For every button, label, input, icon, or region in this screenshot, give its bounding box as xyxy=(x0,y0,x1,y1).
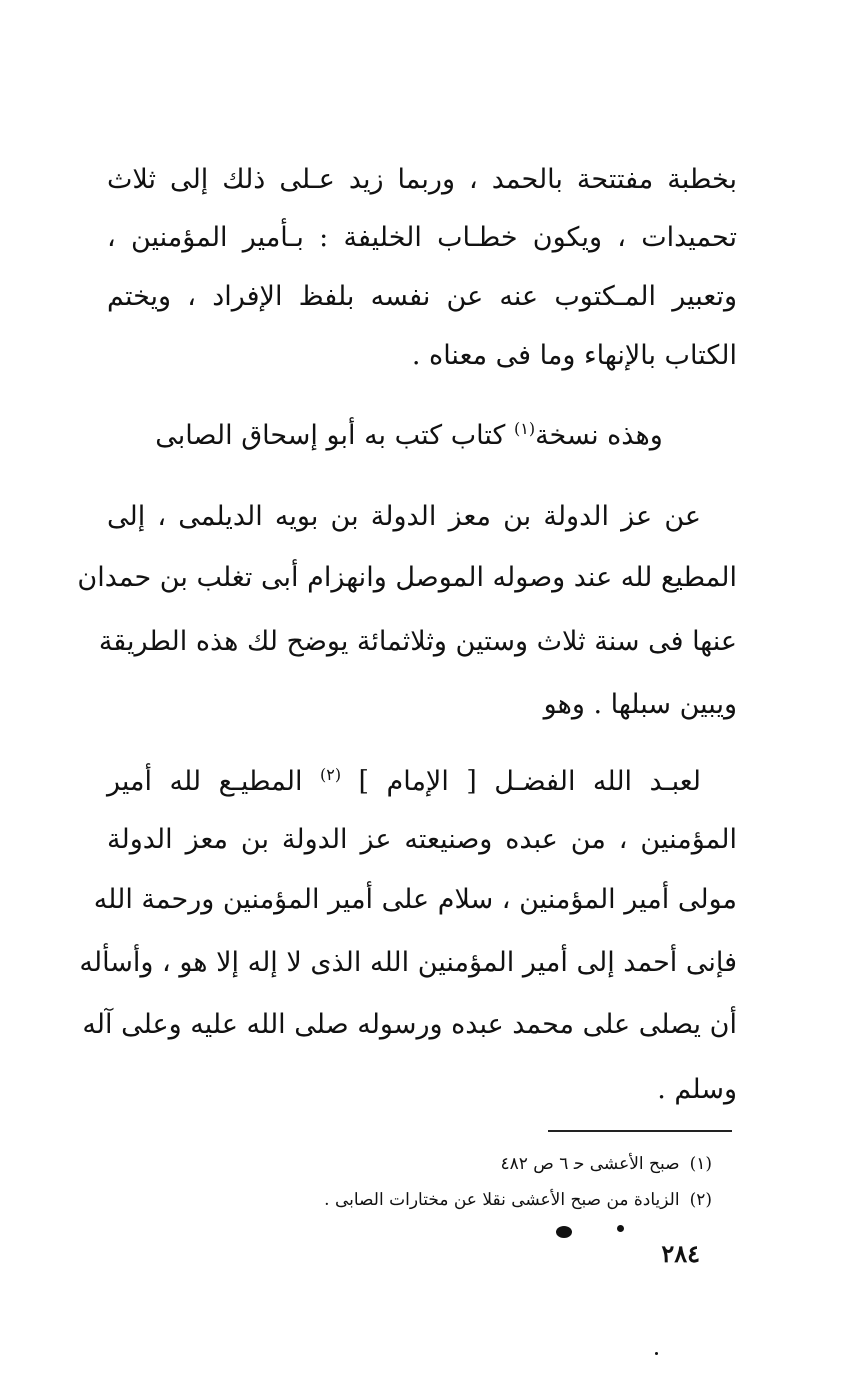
heading-footnote-ref: (١) xyxy=(513,419,536,438)
printer-mark-dot-large xyxy=(556,1226,572,1238)
page-number: ٢٨٤ xyxy=(661,1239,700,1268)
footnote-1-text: صبح الأعشى ﺣ ٦ ص ٤٨٢ xyxy=(500,1154,680,1174)
para3-line-5: أن يصلى على محمد عبده ورسوله صلى الله عليه وعلى آله xyxy=(82,1009,737,1040)
footnote-1 xyxy=(112,1151,712,1177)
para3-line-2: المؤمنين ، من عبده وصنيعته عز الدولة بن معز الدولة xyxy=(107,824,737,855)
body-line-3: وتعبير المـكتوب عنه عن نفسه بلفظ الإفراد ، ويختم xyxy=(107,281,737,312)
para3-line-3: مولى أمير المؤمنين ، سلام على أمير المؤمنين ورحمة الله xyxy=(93,884,737,915)
body-line-1: بخطبة مفتتحة بالحمد ، وربما زيد عـلى ذلك إلى ثلاث xyxy=(107,164,737,195)
footnote-2-text: الزيادة من صبح الأعشى نقلا عن مختارات الصابى . xyxy=(324,1190,680,1210)
para2-line-4: ويبين سبلها . وهو xyxy=(543,689,737,720)
printer-mark-speck xyxy=(655,1352,658,1355)
para3-line-6: وسلم . xyxy=(657,1074,737,1105)
para3-line-1-end: المطيـع لله أمير xyxy=(107,766,303,797)
para2-line-2: المطيع لله عند وصوله الموصل وانهزام أبى تغلب بن حمدان xyxy=(77,562,737,593)
footnote-2 xyxy=(112,1187,712,1213)
printer-mark-dot-small xyxy=(617,1225,624,1232)
section-heading xyxy=(129,416,689,456)
para3-line-1 xyxy=(107,762,701,802)
heading-text-start: وهذه نسخة xyxy=(535,420,663,451)
para3-footnote-ref: (٢) xyxy=(319,765,342,784)
footnote-divider xyxy=(548,1130,732,1132)
para2-line-1: عن عز الدولة بن معز الدولة بن بويه الديلمى ، إلى xyxy=(107,501,701,532)
heading-text-end: كتاب كتب به أبو إسحاق الصابى xyxy=(155,420,506,451)
para3-line-1-start: لعبـد الله الفضـل [ الإمام ] xyxy=(358,766,701,797)
body-line-2: تحميدات ، ويكون خطـاب الخليفة : بـأمير المؤمنين ، xyxy=(107,222,737,253)
para3-line-4: فإنى أحمد إلى أمير المؤمنين الله الذى لا إله إلا هو ، وأسأله xyxy=(79,947,737,978)
footnote-2-number: (٢) xyxy=(689,1190,712,1210)
footnote-1-number: (١) xyxy=(689,1154,712,1174)
para2-line-3: عنها فى سنة ثلاث وستين وثلاثمائة يوضح لك هذه الطريقة xyxy=(98,626,737,657)
body-line-4: الكتاب بالإنهاء وما فى معناه . xyxy=(411,340,737,371)
